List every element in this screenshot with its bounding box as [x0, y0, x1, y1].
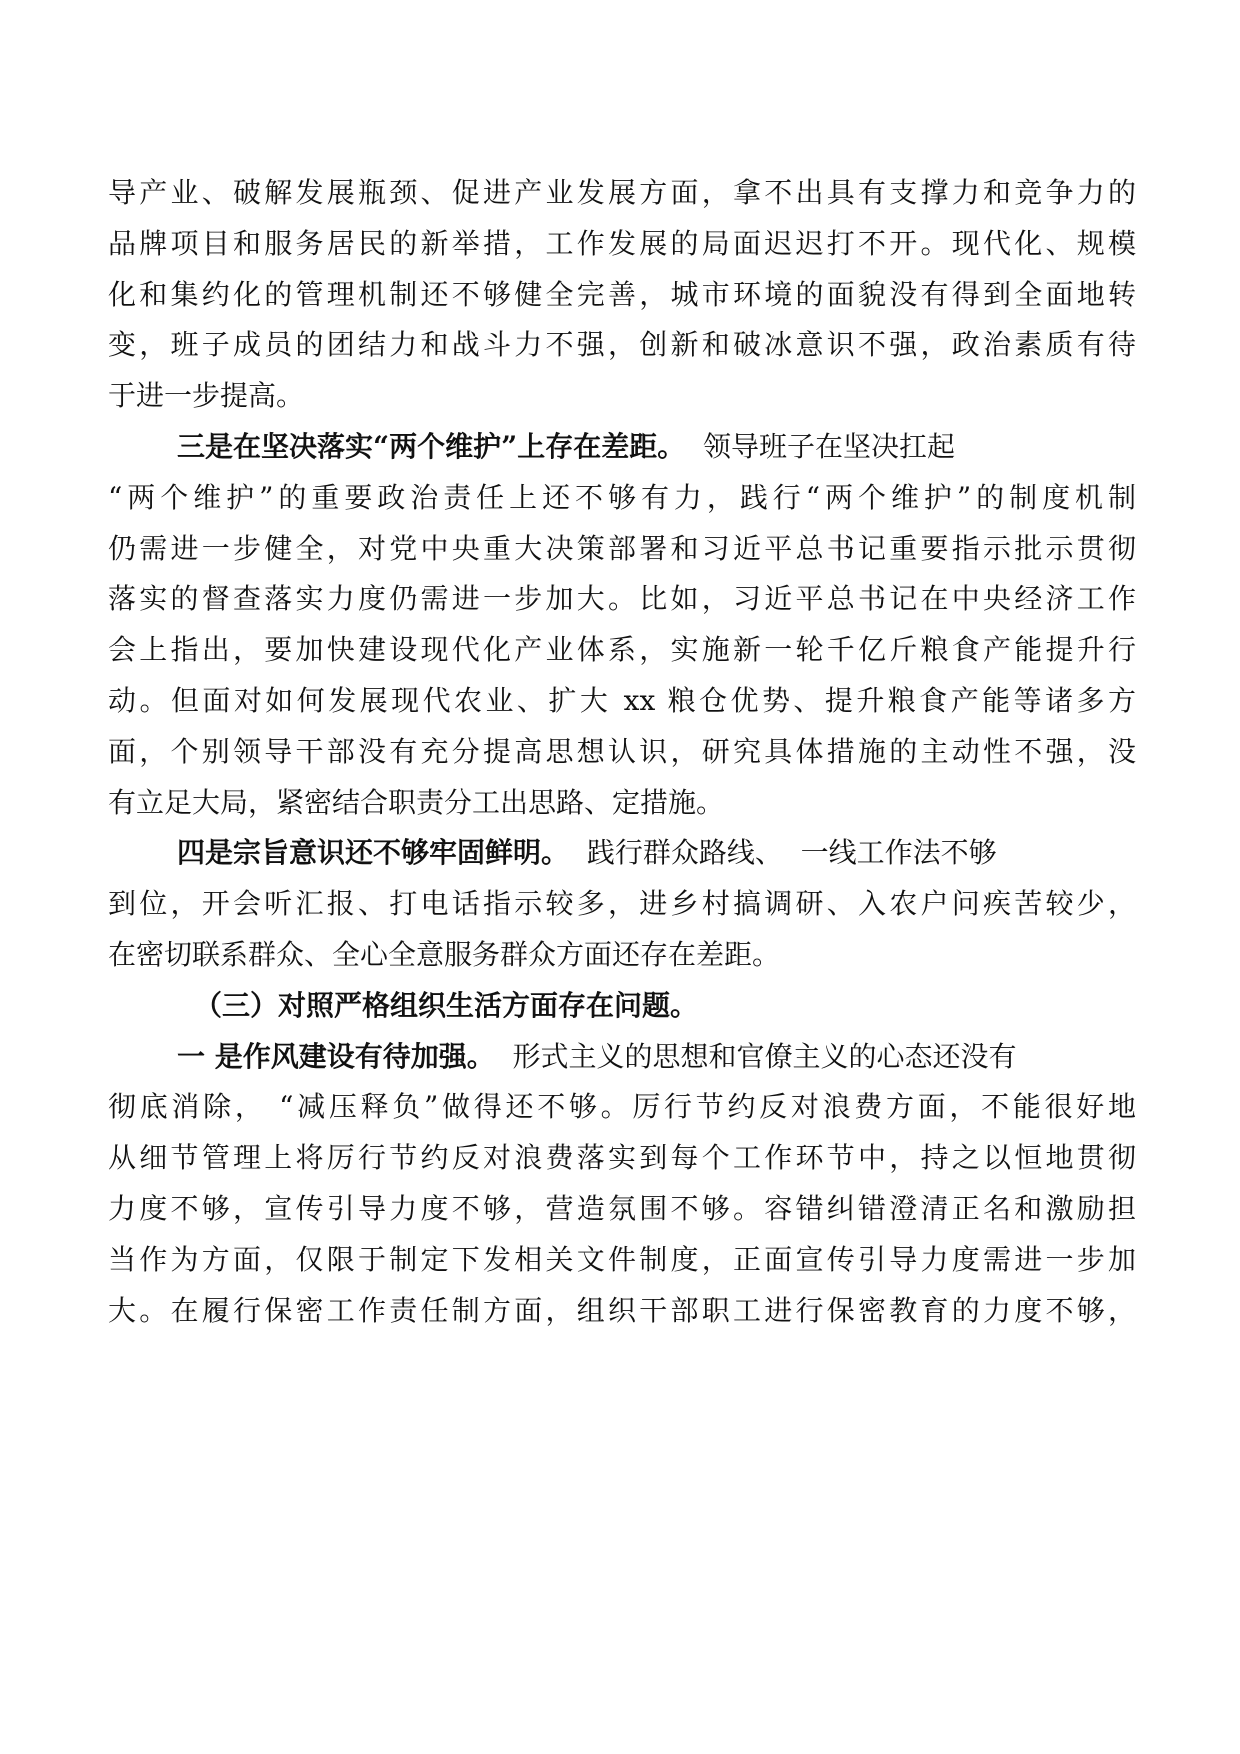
- paragraph-heading: 三是在坚决落实“两个维护”上存在差距。: [177, 429, 686, 463]
- text-line: 大。在履行保密工作责任制方面，组织干部职工进行保密教育的力度不够，: [108, 1293, 1136, 1327]
- paragraph-3: [108, 828, 1136, 980]
- text-line: 当作为方面，仅限于制定下发相关文件制度，正面宣传引导力度需进一步加: [108, 1242, 1136, 1276]
- text-line: 于进一步提高。: [108, 379, 305, 413]
- text-line: 到位，开会听汇报、打电话指示较多，进乡村搞调研、入农户问疾苦较少，: [108, 887, 1136, 921]
- paragraph-1: [108, 168, 1136, 422]
- text-line: 彻底消除， “减压释负”做得还不够。厉行节约反对浪费方面，不能很好地: [108, 1090, 1136, 1124]
- text-line: 面，个别领导干部没有充分提高思想认识，研究具体措施的主动性不强，没: [108, 734, 1136, 768]
- text-line: 在密切联系群众、全心全意服务群众方面还存在差距。: [108, 937, 781, 971]
- text-line: 动。但面对如何发展现代农业、扩大 xx 粮仓优势、提升粮食产能等诸多方: [108, 683, 1136, 717]
- paragraph-2: [108, 422, 1136, 828]
- text-span: 形式主义的思想和官僚主义的心态还没有: [494, 1039, 1017, 1073]
- paragraph-first-line: [108, 1032, 1136, 1083]
- text-span: 领导班子在坚决扛起: [685, 429, 956, 463]
- paragraph-heading: 四是宗旨意识还不够牢固鲜明。: [177, 836, 570, 870]
- section-heading: （三）对照严格组织生活方面存在问题。: [194, 988, 699, 1022]
- text-line: 力度不够，宣传引导力度不够，营造氛围不够。容错纠错澄清正名和激励担: [108, 1191, 1136, 1225]
- text-line: 品牌项目和服务居民的新举措，工作发展的局面迟迟打不开。现代化、规模: [108, 226, 1136, 260]
- text-line: 导产业、破解发展瓶颈、促进产业发展方面，拿不出具有支撑力和竞争力的: [108, 176, 1136, 209]
- text-line: 落实的督查落实力度仍需进一步加大。比如，习近平总书记在中央经济工作: [108, 582, 1136, 616]
- text-line: 从细节管理上将厉行节约反对浪费落实到每个工作环节中，持之以恒地贯彻: [108, 1141, 1136, 1175]
- text-line: “两个维护”的重要政治责任上还不够有力，践行“两个维护”的制度机制: [108, 480, 1136, 514]
- paragraph-first-line: [108, 828, 1136, 879]
- text-line: 会上指出，要加快建设现代化产业体系，实施新一轮千亿斤粮食产能提升行: [108, 633, 1136, 667]
- document-page: [108, 168, 1136, 1336]
- paragraph-heading: 一 是作风建设有待加强。: [177, 1039, 495, 1073]
- paragraph-first-line: [108, 422, 1136, 473]
- text-line: 仍需进一步健全，对党中央重大决策部署和习近平总书记重要指示批示贯彻: [108, 531, 1136, 565]
- text-span: 践行群众路线、 一线工作法不够: [569, 836, 997, 870]
- text-line: 化和集约化的管理机制还不够健全完善，城市环境的面貌没有得到全面地转: [108, 277, 1136, 311]
- text-line: 有立足大局，紧密结合职责分工出思路、定措施。: [108, 785, 725, 819]
- text-line: 变，班子成员的团结力和战斗力不强，创新和破冰意识不强，政治素质有待: [108, 328, 1136, 362]
- paragraph-4: [108, 1032, 1136, 1337]
